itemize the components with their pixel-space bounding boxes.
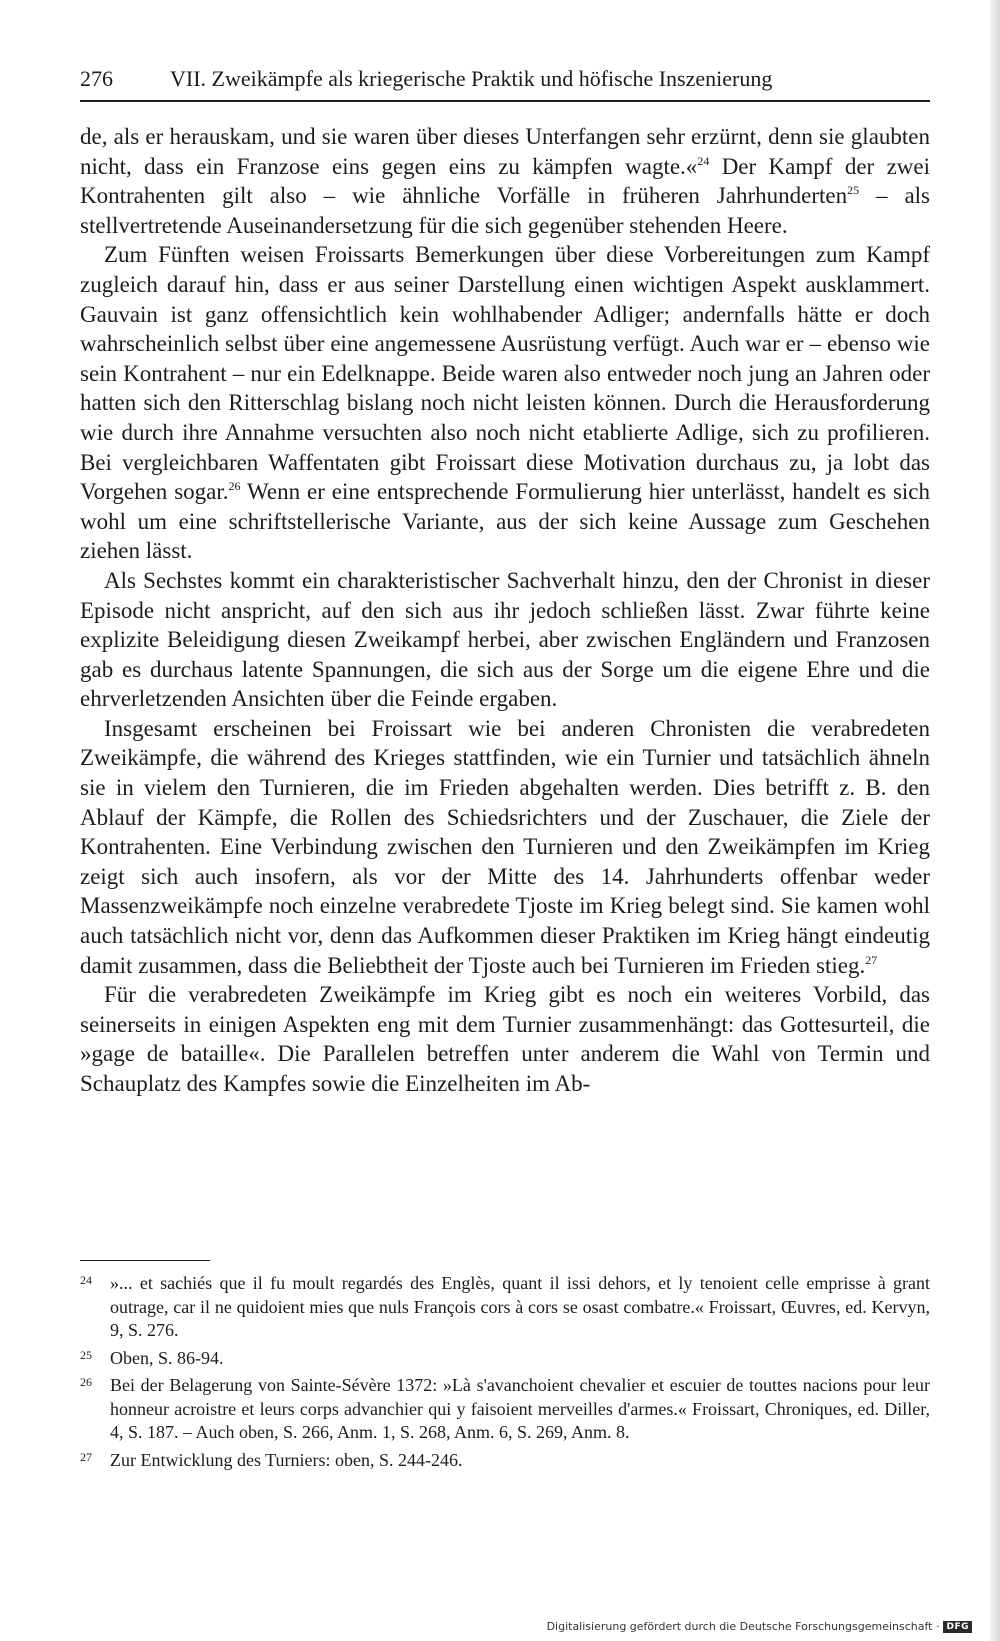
footnote-number: 27: [80, 1449, 92, 1464]
footnote-text: »... et sachiés que il fu moult regardés des Englès, quant il issi dehors, et ly tenoient celle emprisse à grant outrage, car il ne quidoient mies que nuls François cors à cors se osast combatre.« Froissart, Œuvres, ed. Kervyn, 9, S. 276.: [110, 1273, 930, 1340]
footnote-27: [80, 1449, 930, 1473]
footnote-divider: [80, 1260, 210, 1261]
footnote-ref-27[interactable]: 27: [865, 952, 878, 967]
footnotes: [80, 1272, 930, 1476]
footnote-24: [80, 1272, 930, 1343]
dfg-logo: DFG: [943, 1621, 972, 1633]
footnote-ref-26[interactable]: 26: [228, 479, 241, 494]
footnote-number: 26: [80, 1375, 92, 1389]
paragraph-4: Insgesamt erscheinen bei Froissart wie bei anderen Chronisten die verabredeten Zweikämpfe, die während des Krieges stattfinden, wie ein Turnier und tatsächlich ähneln sie in vielem den Turnieren, die im Frieden abgehalten werden. Dies betrifft z. B. den Ablauf der Kämpfe, die Rollen des Schiedsrichters und der Zuschauer, die Ziele der Kontrahenten. Eine Verbindung zwischen den Turnieren und den Zweikämpfen im Krieg zeigt sich auch insofern, als vor der Mitte des 14. Jahrhunderts offenbar weder Massenzweikämpfe noch einzelne verabredete Tjoste im Krieg belegt sind. Sie kamen wohl auch tatsächlich nicht vor, denn das Aufkommen dieser Praktiken im Krieg hängt eindeutig damit zusammen, dass die Beliebtheit der Tjoste auch bei Turnieren im Frieden stieg.$^{27}$: [80, 715, 930, 978]
page-number: 276: [80, 66, 113, 91]
footnote-ref-24[interactable]: 24: [697, 153, 710, 168]
paragraph-2: Zum Fünften weisen Froissarts Bemerkungen über diese Vorbereitungen zum Kampf zugleich darauf hin, dass er aus seiner Darstellung einen wichtigen Aspekt ausklammert. Gauvain ist ganz offensichtlich kein wohlhabender Adliger; andernfalls hätte er doch wahrscheinlich selbst über eine angemessene Ausrüstung verfügt. Auch war er – ebenso wie sein Kontrahent – nur ein Edelknappe. Beide waren also entweder noch jung an Jahren oder hatten sich den Ritterschlag bislang noch nicht leisten können. Durch die Herausforderung wie durch ihre Annahme versuchten also noch nicht etablierte Adlige, sich zu profilieren. Bei vergleichbaren Waffentaten gibt Froissart diese Motivation durchaus zu, ja lobt das Vorgehen sogar.$^{26}$ Wenn er eine entsprechende Formulierung hier unterlässt, handelt es sich wohl um eine schriftstellerische Variante, aus der sich keine Aussage zum Geschehen ziehen lässt.: [80, 242, 930, 564]
page-edge-shadow: [990, 0, 1000, 1641]
footnote-text: Oben, S. 86-94.: [110, 1347, 224, 1368]
running-header: [80, 62, 930, 102]
footnote-text: Zur Entwicklung des Turniers: oben, S. 244-246.: [110, 1449, 463, 1470]
footnote-text: Bei der Belagerung von Sainte-Sévère 1372: »Là s'avanchoient chevalier et escuier de touttes nacions pour leur honneur acroistre et leurs corps advanchier qui y faisoient merveilles d'armes.« Froissart, Chroniques, ed. Diller, 4, S. 187. – Auch oben, S. 266, Anm. 1, S. 268, Anm. 6, S. 269, Anm. 8.: [110, 1375, 930, 1442]
paragraph-5: Für die verabredeten Zweikämpfe im Krieg gibt es noch ein weiteres Vorbild, das seinerseits in einigen Aspekten eng mit dem Turnier zusammenhängt: das Gottesurteil, die »gage de bataille«. Die Parallelen betreffen unter anderem die Wahl von Termin und Schauplatz des Kampfes sowie die Einzelheiten im Ab-: [80, 982, 930, 1096]
main-text: [80, 122, 930, 1099]
footnote-26: [80, 1374, 930, 1445]
digitization-credit: [547, 1620, 972, 1633]
footnote-ref-25[interactable]: 25: [847, 183, 860, 198]
credit-text: Digitalisierung gefördert durch die Deutsche Forschungsgemeinschaft ·: [546, 1620, 940, 1633]
footnote-number: 25: [80, 1347, 92, 1362]
paragraph-3: Als Sechstes kommt ein charakteristischer Sachverhalt hinzu, den der Chronist in dieser Episode nicht anspricht, auf den sich aus ihr jedoch schließen lässt. Zwar führte keine explizite Beleidigung diesen Zweikampf herbei, aber zwischen Engländern und Franzosen gab es durchaus latente Spannungen, die sich aus der Sorge um die eigene Ehre und die ehrverletzenden Ansichten über die Feinde ergaben.: [80, 567, 930, 712]
footnote-number: 24: [80, 1273, 92, 1287]
footnote-25: [80, 1347, 930, 1371]
paragraph-1: de, als er herauskam, und sie waren über dieses Unterfangen sehr erzürnt, denn sie glaubten nicht, dass ein Franzose eins gegen eins zu kämpfen wagte.«$^{24}$ Der Kampf der zwei Kontrahenten gilt also – wie ähnliche Vorfälle in früheren Jahrhunderten$^{25}$ – als stellvertretende Auseinandersetzung für die sich gegenüber stehenden Heere.: [80, 124, 930, 238]
running-title: VII. Zweikämpfe als kriegerische Praktik und höfische Inszenierung: [170, 66, 773, 91]
